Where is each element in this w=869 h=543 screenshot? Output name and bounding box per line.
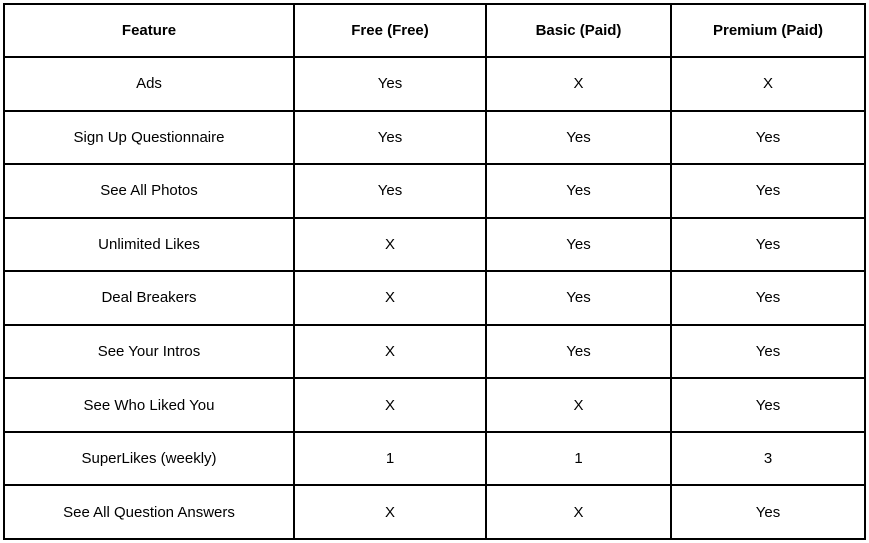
value-cell: Yes	[671, 271, 865, 325]
column-header-premium: Premium (Paid)	[671, 4, 865, 57]
value-cell: 1	[486, 432, 671, 486]
value-cell: Yes	[671, 218, 865, 272]
value-cell: Yes	[294, 164, 486, 218]
feature-cell: SuperLikes (weekly)	[4, 432, 294, 486]
table-row	[4, 271, 865, 325]
value-cell: X	[671, 57, 865, 111]
table-row	[4, 325, 865, 379]
value-cell: 3	[671, 432, 865, 486]
value-cell: Yes	[671, 164, 865, 218]
table-row	[4, 378, 865, 432]
value-cell: X	[294, 378, 486, 432]
feature-cell: Sign Up Questionnaire	[4, 111, 294, 165]
value-cell: Yes	[671, 485, 865, 539]
value-cell: Yes	[486, 271, 671, 325]
value-cell: Yes	[671, 325, 865, 379]
value-cell: Yes	[486, 164, 671, 218]
value-cell: Yes	[486, 218, 671, 272]
feature-cell: See All Photos	[4, 164, 294, 218]
value-cell: Yes	[486, 111, 671, 165]
table-row	[4, 111, 865, 165]
value-cell: X	[294, 271, 486, 325]
table-row	[4, 164, 865, 218]
value-cell: Yes	[671, 378, 865, 432]
column-header-basic: Basic (Paid)	[486, 4, 671, 57]
column-header-feature: Feature	[4, 4, 294, 57]
column-header-free: Free (Free)	[294, 4, 486, 57]
value-cell: X	[486, 378, 671, 432]
value-cell: 1	[294, 432, 486, 486]
value-cell: X	[294, 325, 486, 379]
value-cell: X	[294, 218, 486, 272]
table-header-row	[4, 4, 865, 57]
feature-cell: Ads	[4, 57, 294, 111]
value-cell: X	[486, 485, 671, 539]
value-cell: X	[486, 57, 671, 111]
feature-comparison-table	[3, 3, 866, 540]
feature-cell: Unlimited Likes	[4, 218, 294, 272]
feature-cell: See Your Intros	[4, 325, 294, 379]
value-cell: Yes	[294, 111, 486, 165]
table-row	[4, 485, 865, 539]
value-cell: Yes	[294, 57, 486, 111]
feature-cell: Deal Breakers	[4, 271, 294, 325]
value-cell: Yes	[671, 111, 865, 165]
feature-cell: See Who Liked You	[4, 378, 294, 432]
table-row	[4, 57, 865, 111]
value-cell: X	[294, 485, 486, 539]
table-row	[4, 218, 865, 272]
value-cell: Yes	[486, 325, 671, 379]
table-row	[4, 432, 865, 486]
feature-cell: See All Question Answers	[4, 485, 294, 539]
